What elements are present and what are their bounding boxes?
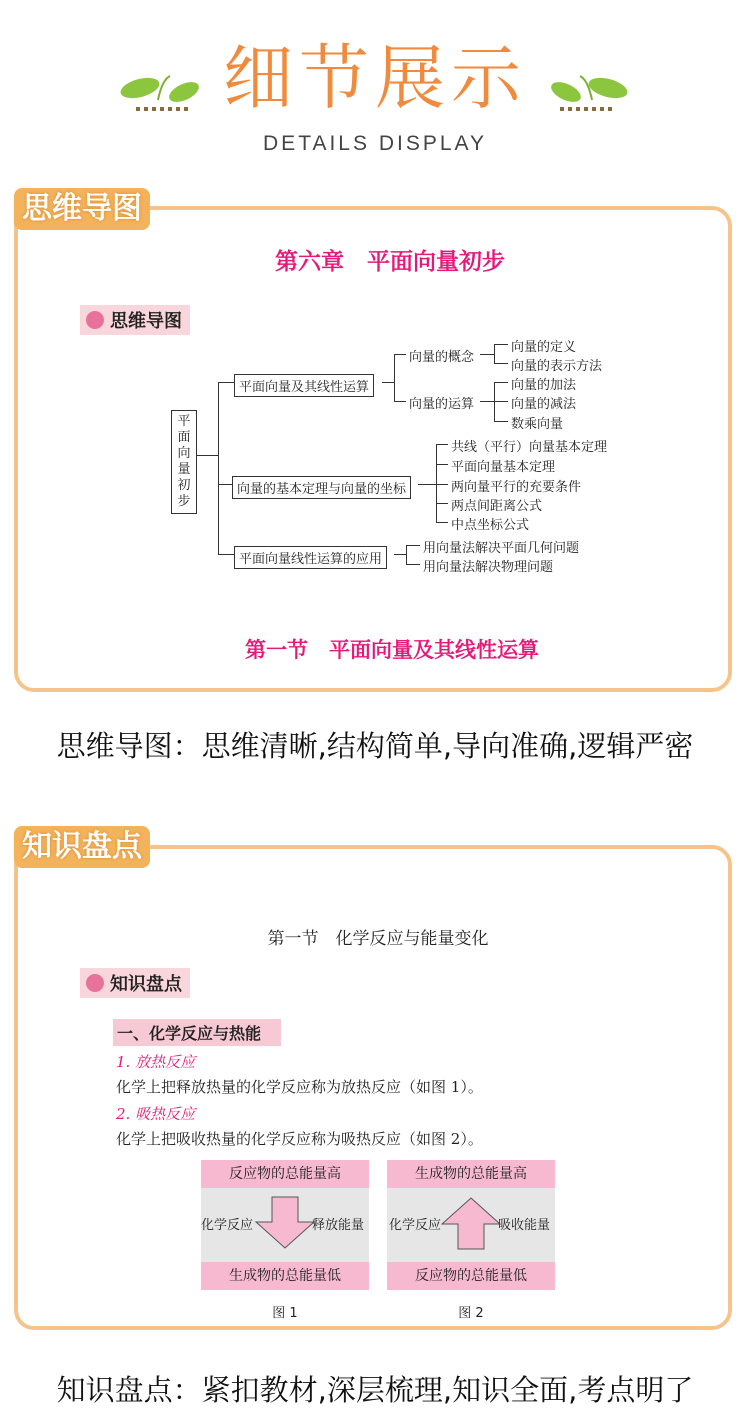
chat-bubble-icon (86, 974, 104, 992)
leaf-decoration-right (542, 70, 632, 114)
mindmap-section-title: 第一节 平面向量及其线性运算 (245, 637, 539, 662)
mindmap-caption: 思维导图：思维清晰,结构简单,导向准确,逻辑严密 (56, 729, 694, 763)
page-subtitle: DETAILS DISPLAY (263, 132, 487, 155)
knowledge-heading: 一、化学反应与热能 (113, 1019, 281, 1046)
mindmap-branch-1: 平面向量及其线性运算 (234, 374, 374, 397)
arrow-up-icon (440, 1196, 502, 1250)
mindmap-tag: 思维导图 (14, 188, 150, 230)
fig1-bottom: 生成物的总能量低 (201, 1262, 369, 1290)
page-title: 细节展示 (223, 37, 527, 119)
fig2-label: 图 2 (458, 1306, 484, 1321)
fig1-left-label: 化学反应 (201, 1218, 254, 1233)
knowledge-section-title: 第一节 化学反应与能量变化 (267, 929, 489, 949)
mindmap-leaf: 平面向量基本定理 (451, 460, 556, 475)
mindmap-leaf: 用向量法解决物理问题 (423, 560, 554, 575)
fig1-label: 图 1 (272, 1306, 298, 1321)
mindmap-node-operation: 向量的运算 (409, 397, 475, 412)
mindmap-leaf: 数乘向量 (511, 417, 564, 432)
mindmap-leaf: 两向量平行的充要条件 (451, 480, 582, 495)
arrow-down-icon (254, 1196, 316, 1250)
mindmap-leaf: 向量的加法 (511, 378, 577, 393)
fig1-top: 反应物的总能量高 (201, 1160, 369, 1188)
item2-title: 2. 吸热反应 (116, 1105, 196, 1123)
mindmap-leaf: 用向量法解决平面几何问题 (423, 541, 580, 556)
fig2-left-label: 化学反应 (389, 1218, 442, 1233)
mindmap-branch-3: 平面向量线性运算的应用 (234, 546, 387, 569)
fig2-bottom: 反应物的总能量低 (387, 1262, 555, 1290)
mindmap-leaf: 两点间距离公式 (451, 499, 543, 514)
mindmap-leaf: 共线（平行）向量基本定理 (451, 440, 608, 455)
fig1-right-label: 释放能量 (312, 1218, 365, 1233)
knowledge-tag: 知识盘点 (14, 826, 150, 868)
mindmap-branch-2: 向量的基本定理与向量的坐标 (232, 476, 411, 499)
mindmap-block-label (80, 305, 190, 335)
item2-text: 化学上把吸收热量的化学反应称为吸热反应（如图 2）。 (116, 1130, 483, 1148)
mindmap-node-concept: 向量的概念 (409, 350, 475, 365)
mindmap-leaf: 中点坐标公式 (451, 518, 530, 533)
fig2-top: 生成物的总能量高 (387, 1160, 555, 1188)
mindmap-leaf: 向量的表示方法 (511, 359, 603, 374)
knowledge-caption: 知识盘点：紧扣教材,深层梳理,知识全面,考点明了 (56, 1373, 694, 1407)
mindmap-leaf: 向量的定义 (511, 340, 577, 355)
mindmap-root: 平面向量初步 (171, 410, 197, 514)
fig2-right-label: 吸收能量 (498, 1218, 551, 1233)
chapter-title: 第六章 平面向量初步 (275, 248, 505, 275)
knowledge-block-text: 知识盘点 (110, 974, 182, 995)
mindmap-leaf: 向量的减法 (511, 397, 577, 412)
mindmap-icon (86, 311, 104, 329)
mindmap-block-text: 思维导图 (110, 311, 182, 332)
item1-title: 1. 放热反应 (116, 1053, 196, 1071)
item1-text: 化学上把释放热量的化学反应称为放热反应（如图 1）。 (116, 1078, 483, 1096)
mindmap-card (14, 206, 732, 692)
knowledge-block-label (80, 968, 190, 998)
